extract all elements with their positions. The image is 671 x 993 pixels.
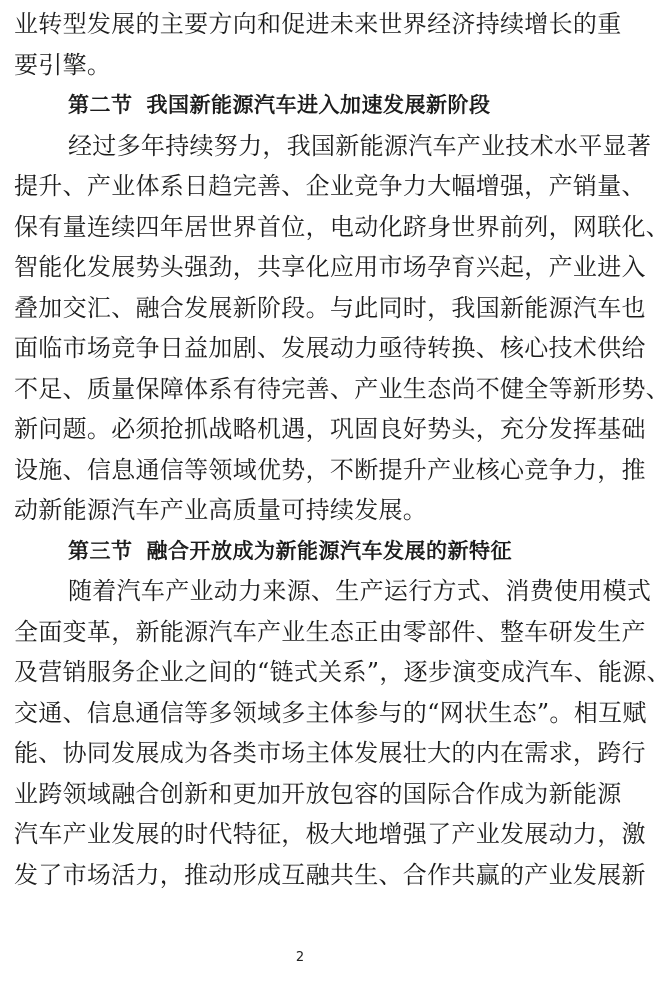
body-line: 汽车产业发展的时代特征，极大地增强了产业发展动力，激	[14, 820, 646, 848]
body-line: 新问题。必须抢抓战略机遇，巩固良好势头，充分发挥基础	[14, 415, 646, 443]
body-line: 动新能源汽车产业高质量可持续发展。	[14, 496, 428, 524]
section-heading	[14, 531, 582, 572]
section-heading	[14, 85, 582, 126]
body-line: 提升、产业体系日趋完善、企业竞争力大幅增强，产销量、	[14, 172, 646, 200]
body-line: 业跨领域融合创新和更加开放包容的国际合作成为新能源	[14, 779, 622, 808]
body-line: 智能化发展势头强劲，共享化应用市场孕育兴起，产业进入	[14, 253, 646, 281]
section-number: 第三节	[68, 538, 133, 563]
body-line: 面临市场竞争日益加剧、发展动力亟待转换、核心技术供给	[14, 334, 646, 362]
body-line: 及营销服务企业之间的“链式关系”，逐步演变成汽车、能源、	[14, 658, 671, 686]
body-line: 设施、信息通信等领域优势，不断提升产业核心竞争力，推	[14, 455, 646, 484]
body-line: 业转型发展的主要方向和促进未来世界经济持续增长的重	[14, 10, 622, 38]
body-line: 不足、质量保障体系有待完善、产业生态尚不健全等新形势、	[14, 374, 671, 403]
paragraph-first-line: 经过多年持续努力，我国新能源汽车产业技术水平显著	[68, 131, 652, 160]
section-number: 第二节	[68, 93, 133, 117]
body-line: 发了市场活力，推动形成互融共生、合作共赢的产业发展新	[14, 860, 646, 889]
body-line: 全面变革，新能源汽车产业生态正由零部件、整车研发生产	[14, 617, 646, 646]
body-line: 要引擎。	[14, 50, 112, 79]
body-line: 叠加交汇、融合发展新阶段。与此同时，我国新能源汽车也	[14, 293, 646, 322]
body-line: 能、协同发展成为各类市场主体发展壮大的内在需求，跨行	[14, 739, 646, 767]
page-number: 2	[295, 950, 305, 965]
body-line: 保有量连续四年居世界首位，电动化跻身世界前列，网联化、	[14, 212, 671, 241]
body-line: 交通、信息通信等多领域多主体参与的“网状生态”。相互赋	[14, 698, 647, 727]
section-title: 融合开放成为新能源汽车发展的新特征	[146, 538, 512, 563]
paragraph-first-line: 随着汽车产业动力来源、生产运行方式、消费使用模式	[68, 577, 652, 605]
section-title: 我国新能源汽车进入加速发展新阶段	[146, 93, 491, 117]
